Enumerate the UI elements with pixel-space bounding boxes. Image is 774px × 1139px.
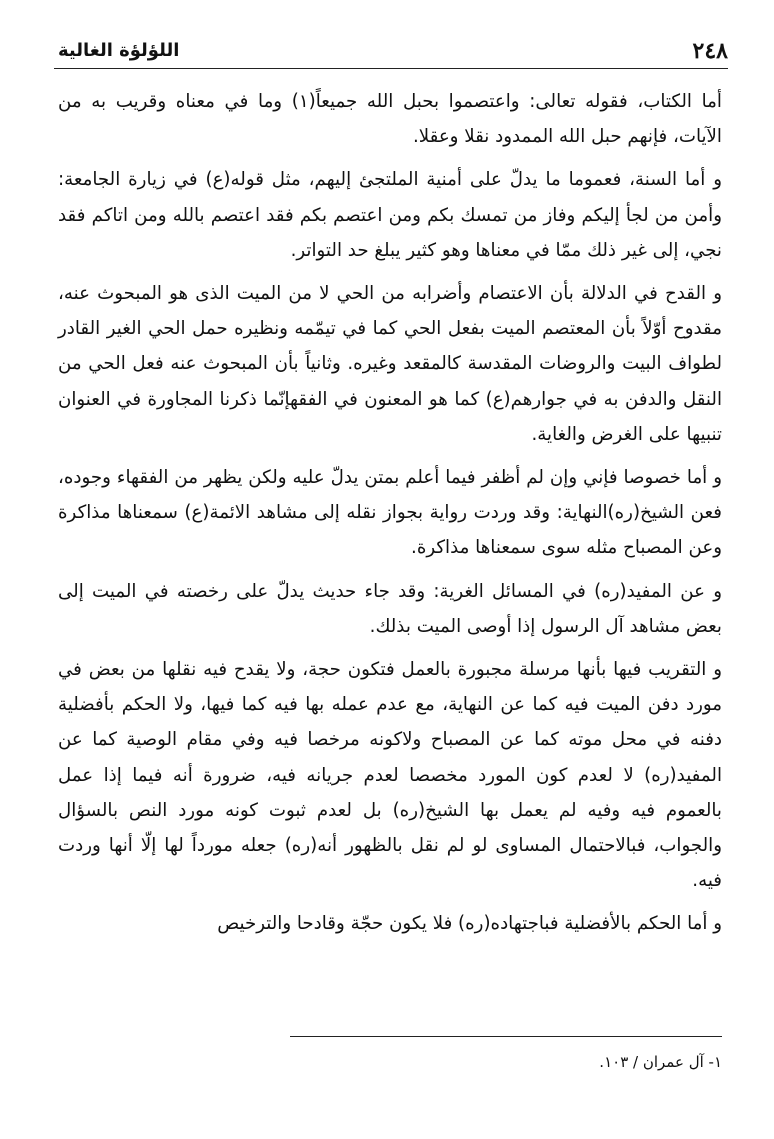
paragraph: و أما السنة، فعموما ما يدلّ على أمنية الملتجئ إليهم، مثل قوله(ع) في زيارة الجامعة: وأمن من لجأ إليكم وفاز من تمسك بكم ومن اعتصم بكم فقد اعتصم بالله ومن اتاكم فقد نجي، إلى غير ذلك ممّا في معناها وهو كثير يبلغ حد التواتر. <box>58 169 722 261</box>
paragraph: و القدح في الدلالة بأن الاعتصام وأضرابه من الحي لا من الميت الذى هو المبحوث عنه، مقدوح أوّلاً بأن المعتصم الميت بفعل الحي كما في تيمّمه ونظيره حمل الحي الغير القادر لطواف البيت والروضات المقدسة كالمقعد وغيره. وثانياً بأن المبحوث عنه فعل الحي من النقل والدفن به في جوارهم(ع) كما هو المعنون في الفقهإنّما ذكرنا المجاورة في العنوان تنبيها على الغرض والغاية. <box>58 283 722 445</box>
paragraph: أما الكتاب، فقوله تعالى: واعتصموا بحبل الله جميعاً(١) وما في معناه وقريب به من الآيات، فإنهم حبل الله الممدود نقلا وعقلا. <box>58 91 722 148</box>
paragraph: و أما خصوصا فإني وإن لم أظفر فيما أعلم بمتن يدلّ عليه ولكن يظهر من الفقهاء وجوده، فعن الشيخ(ره)النهاية: وقد وردت رواية بجواز نقله إلى مشاهد الائمة(ع) سمعناها مذاكرة وعن المصباح مثله سوى سمعناها مذاكرة. <box>58 467 722 559</box>
page-header <box>54 38 728 69</box>
paragraph: و التقريب فيها بأنها مرسلة مجبورة بالعمل فتكون حجة، ولا يقدح فيه نقلها من بعض في مورد دفن الميت فيه كما عن النهاية، مع عدم عمله بها فيه كما فيها، ولا الحكم بأفضلية دفنه في محل موته كما عن المصباح ولاكونه مرخصا فيه وفي مقام الوصية كما عن المفيد(ره) لا لعدم كون المورد مخصصا لعدم جريانه فيه، ضرورة أنه فيما إذا عمل بالعموم فيه وفيه لم يعمل بها الشيخ(ره) بل لعدم ثبوت كونه مورد النص بالسؤال والجواب، فبالاحتمال المساوى لو لم نقل بالظهور أنه(ره) جعله مورداً لها إلّا أنها وردت فيه. <box>58 659 722 892</box>
running-title: اللؤلؤة الغالية <box>58 40 180 61</box>
body-text <box>58 84 722 950</box>
footnote: ١- آل عمران / ١٠٣. <box>599 1053 722 1071</box>
page-number: ٢٤٨ <box>692 38 728 64</box>
paragraph: و عن المفيد(ره) في المسائل الغرية: وقد جاء حديث يدلّ على رخصته في الميت إلى بعض مشاهد آل الرسول إذا أوصى الميت بذلك. <box>58 580 722 637</box>
footnote-divider <box>290 1036 722 1037</box>
paragraph: و أما الحكم بالأفضلية فباجتهاده(ره) فلا يكون حجّة وقادحا والترخيص <box>217 913 722 935</box>
